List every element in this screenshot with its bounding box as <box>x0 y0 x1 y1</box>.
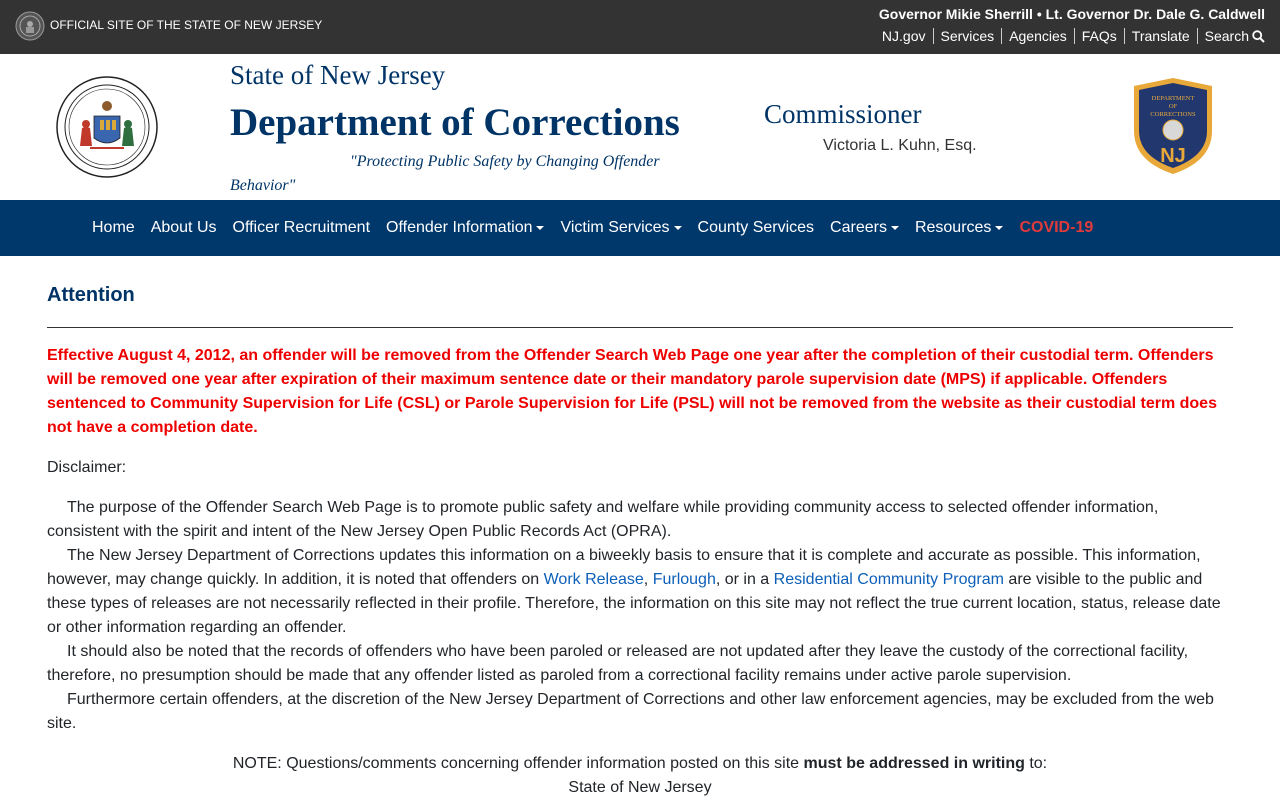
nav-victim-services[interactable] <box>552 219 689 237</box>
nav-label: County Services <box>697 219 815 236</box>
address-line-1: State of New Jersey <box>568 779 712 796</box>
caret-down-icon <box>891 226 899 230</box>
nav-label: Home <box>92 219 135 236</box>
search-link-label: Search <box>1204 28 1249 44</box>
note-bold: must be addressed in writing <box>803 755 1025 772</box>
state-title: State of New Jersey <box>230 60 446 90</box>
commissioner-title: Commissioner <box>764 99 922 129</box>
official-site-label: OFFICIAL SITE OF THE STATE OF NEW JERSEY <box>50 18 323 32</box>
note-line <box>47 752 1233 776</box>
governor-label: Governor Mikie Sherrill • Lt. Governor Dr. Dale G. Caldwell <box>878 6 1265 22</box>
site-header <box>0 54 1280 200</box>
nav-resources[interactable] <box>907 219 1011 237</box>
nav-county-services[interactable] <box>690 219 823 237</box>
badge-text-3: CORRECTIONS <box>1150 111 1196 118</box>
attention-heading: Attention <box>47 284 135 306</box>
nav-label: Resources <box>914 219 992 236</box>
nav-home[interactable] <box>84 219 143 237</box>
department-title[interactable]: Department of Corrections <box>230 101 680 144</box>
work-release-link[interactable]: Work Release <box>543 571 644 588</box>
removal-notice: Effective August 4, 2012, an offender will be removed from the Offender Search Web Page one year after the completion of their custodial term. Offenders will be removed one year after expiration of their maximum sentence date or their mandatory parole supervision date (MPS) if applicable. Offenders sentenced to Community Supervision for Life (CSL) or Parole Supervision for Life (PSL) will not be removed from the website as their custodial term does not have a completion date. <box>47 347 1217 436</box>
caret-down-icon <box>536 226 544 230</box>
nav-label: About Us <box>150 219 217 236</box>
nav-label: Offender Information <box>386 219 533 236</box>
faqs-link[interactable]: FAQs <box>1075 28 1125 44</box>
furlough-link[interactable]: Furlough <box>652 571 716 588</box>
main-nav <box>0 200 1280 256</box>
nav-careers[interactable] <box>822 219 907 237</box>
agencies-link[interactable]: Agencies <box>1002 28 1075 44</box>
para2-text-b: , or in a <box>715 571 774 588</box>
njgov-link[interactable]: NJ.gov <box>875 28 934 44</box>
heading-divider <box>47 327 1233 328</box>
badge-text-2: OF <box>1168 103 1178 110</box>
disclaimer-paragraph-1: The purpose of the Offender Search Web Page is to promote public safety and welfare while providing community access to selected offender information, consistent with the spirit and intent of the New Jersey Open Public Records Act (OPRA). <box>47 499 1159 540</box>
nav-offender-information[interactable] <box>378 219 552 237</box>
badge-text-nj: NJ <box>1160 145 1186 167</box>
nj-seal-small-icon <box>15 11 45 41</box>
nav-covid-19[interactable] <box>1011 219 1101 237</box>
caret-down-icon <box>674 226 682 230</box>
doc-badge-icon <box>1130 76 1216 176</box>
disclaimer-paragraph-4: Furthermore certain offenders, at the discretion of the New Jersey Department of Corrections and other law enforcement agencies, may be excluded from the web site. <box>47 691 1214 732</box>
disclaimer-label: Disclaimer: <box>47 459 127 476</box>
note-prefix: NOTE: Questions/comments concerning offender information posted on this site <box>232 755 804 772</box>
nav-label: Careers <box>830 219 887 236</box>
nav-label: Victim Services <box>560 219 670 236</box>
nav-label: COVID-19 <box>1019 219 1094 236</box>
disclaimer-paragraph-2 <box>47 544 1233 640</box>
translate-link[interactable]: Translate <box>1125 28 1198 44</box>
search-icon <box>1252 30 1265 43</box>
para2-text-a: The New Jersey Department of Corrections updates this information on a biweekly basis to ensure that it is complete and accurate as possible. This information, however, may change quickly. In addition, it is noted that offenders on <box>47 547 1201 588</box>
disclaimer-paragraph-3: It should also be noted that the records of offenders who have been paroled or released are not updated after they leave the custody of the correctional facility, therefore, no presumption should be made that any offender listed as paroled from a correctional facility remains under active parole supervision. <box>47 643 1189 684</box>
services-link[interactable]: Services <box>934 28 1003 44</box>
disclaimer-body <box>47 496 1233 736</box>
caret-down-icon <box>995 226 1003 230</box>
note-suffix: to: <box>1024 755 1048 772</box>
tagline: "Protecting Public Safety by Changing Offender Behavior" <box>230 153 660 194</box>
search-link[interactable] <box>1198 28 1265 44</box>
badge-text-1: DEPARTMENT <box>1151 95 1195 102</box>
nav-about-us[interactable] <box>143 219 225 237</box>
para2-sep: , <box>643 571 653 588</box>
topbar-links <box>875 28 1265 44</box>
nav-officer-recruitment[interactable] <box>225 219 379 237</box>
nav-label: Officer Recruitment <box>232 219 371 236</box>
contact-note <box>47 752 1233 800</box>
state-topbar <box>0 0 1280 54</box>
commissioner-name: Victoria L. Kuhn, Esq. <box>823 137 977 154</box>
residential-community-program-link[interactable]: Residential Community Program <box>773 571 1004 588</box>
nj-great-seal-icon[interactable] <box>56 76 158 178</box>
para2-text-c: are visible to the public and these types of releases are not necessarily reflected in their profile. Therefore, the information on this site may not reflect the true current location, status, release date or other information regarding an offender. <box>47 571 1221 636</box>
